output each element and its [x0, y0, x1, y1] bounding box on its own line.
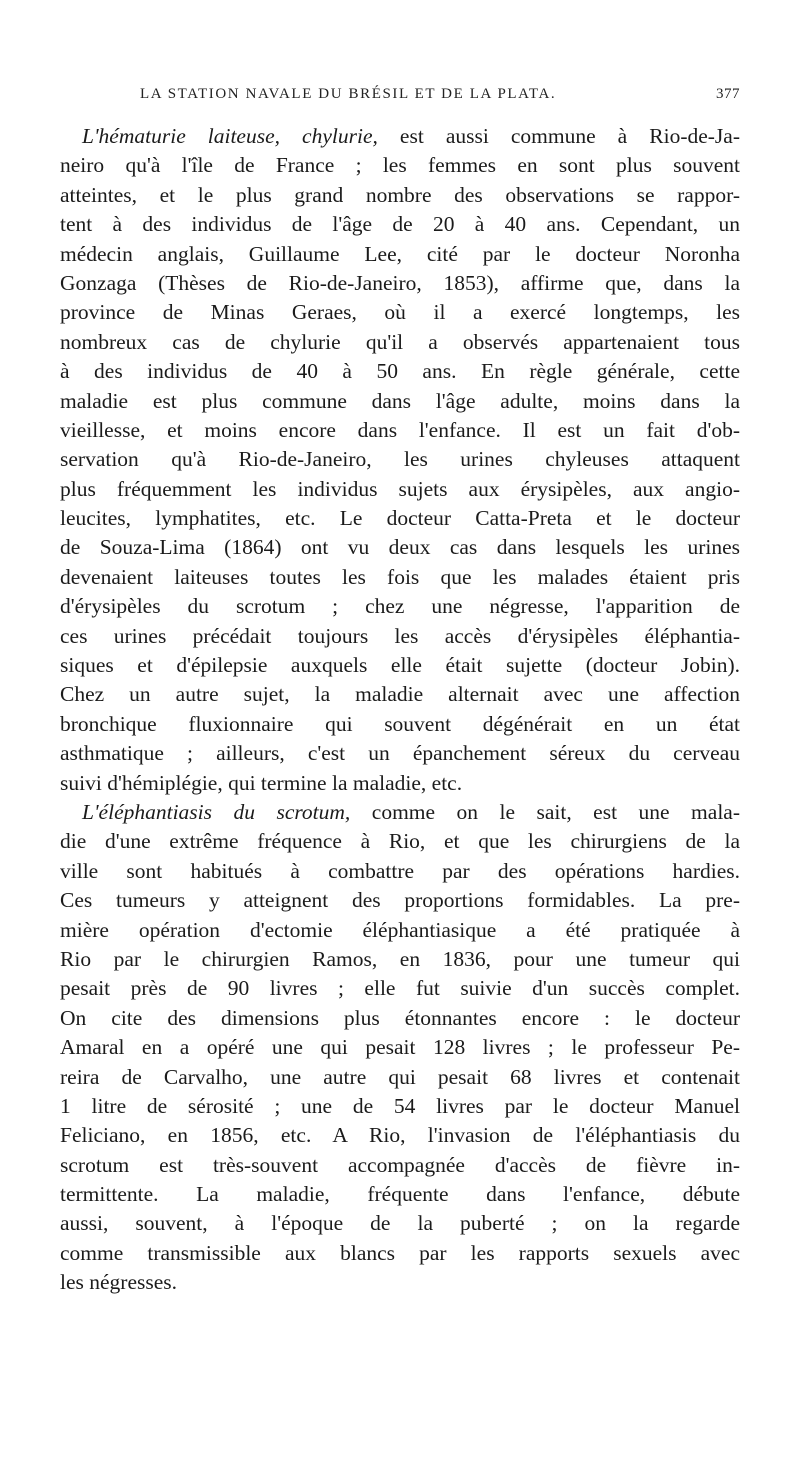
text-line: de Souza-Lima (1864) ont vu deux cas dans lesquels les urines [60, 535, 740, 560]
text-line: les négresses. [60, 1270, 178, 1295]
text-line: maladie est plus commune dans l'âge adulte, moins dans la [60, 388, 740, 413]
text-line: devenaient laiteuses toutes les fois que les malades étaient pris [60, 564, 740, 589]
text-line: Chez un autre sujet, la maladie alternait avec une affection [60, 682, 740, 707]
text-line: province de Minas Geraes, où il a exercé longtemps, les [60, 300, 740, 325]
text-line: reira de Carvalho, une autre qui pesait 68 livres et contenait [60, 1064, 740, 1089]
text-line: asthmatique ; ailleurs, c'est un épanchement séreux du cerveau [60, 741, 740, 766]
text-line: mière opération d'ectomie éléphantiasique a été pratiquée à [60, 917, 740, 942]
italic-term: L'hématurie laiteuse, chylurie, [82, 124, 378, 148]
running-head [140, 86, 740, 110]
text-line: suivi d'hémiplégie, qui termine la maladie, etc. [60, 770, 463, 795]
text-line: comme transmissible aux blancs par les rapports sexuels avec [60, 1240, 740, 1265]
text-line: plus fréquemment les individus sujets aux érysipèles, aux angio- [60, 476, 740, 501]
body-text [60, 122, 740, 1298]
text-line: scrotum est très-souvent accompagnée d'accès de fièvre in- [60, 1152, 740, 1177]
text-line: ville sont habitués à combattre par des opérations hardies. [60, 858, 740, 883]
text-line: nombreux cas de chylurie qu'il a observés appartenaient tous [60, 329, 740, 354]
text-line: leucites, lymphatites, etc. Le docteur Catta-Preta et le docteur [60, 506, 740, 531]
text-line: d'érysipèles du scrotum ; chez une négresse, l'apparition de [60, 594, 740, 619]
text-line: aussi, souvent, à l'époque de la puberté ; on la regarde [60, 1211, 740, 1236]
text-line: L'hématurie laiteuse, chylurie, est aussi commune à Rio-de-Ja- [82, 124, 741, 148]
text-line: siques et d'épilepsie auxquels elle était sujette (docteur Jobin). [60, 653, 740, 678]
text-line: die d'une extrême fréquence à Rio, et que les chirurgiens de la [60, 829, 740, 854]
text-line: vieillesse, et moins encore dans l'enfance. Il est un fait d'ob- [60, 417, 740, 442]
text-line: neiro qu'à l'île de France ; les femmes en sont plus souvent [60, 153, 740, 178]
text-line: On cite des dimensions plus étonnantes encore : le docteur [60, 1005, 740, 1030]
text-line: à des individus de 40 à 50 ans. En règle générale, cette [60, 359, 740, 384]
text-line: servation qu'à Rio-de-Janeiro, les urines chyleuses attaquent [60, 447, 740, 472]
text-line: termittente. La maladie, fréquente dans l'enfance, débute [60, 1182, 740, 1207]
text-line: 1 litre de sérosité ; une de 54 livres par le docteur Manuel [60, 1093, 740, 1118]
italic-term: L'éléphantiasis du scrotum, [82, 799, 351, 824]
text-line: atteintes, et le plus grand nombre des observations se rappor- [60, 182, 740, 207]
text-line: bronchique fluxionnaire qui souvent dégénérait en un état [60, 711, 740, 736]
text-line: médecin anglais, Guillaume Lee, cité par le docteur Noronha [60, 241, 740, 266]
text-line: Feliciano, en 1856, etc. A Rio, l'invasion de l'éléphantiasis du [60, 1123, 740, 1148]
text-line: Rio par le chirurgien Ramos, en 1836, pour une tumeur qui [60, 946, 740, 971]
text-line: Gonzaga (Thèses de Rio-de-Janeiro, 1853), affirme que, dans la [60, 270, 740, 295]
text-line: ces urines précédait toujours les accès d'érysipèles éléphantia- [60, 623, 740, 648]
text-line: L'éléphantiasis du scrotum, comme on le sait, est une mala- [82, 799, 740, 824]
page-number: 377 [716, 86, 740, 102]
text-line: Ces tumeurs y atteignent des proportions formidables. La pre- [60, 888, 740, 913]
running-title: LA STATION NAVALE DU BRÉSIL ET DE LA PLATA. [140, 86, 557, 102]
text-line: tent à des individus de l'âge de 20 à 40 ans. Cependant, un [60, 212, 740, 237]
text-line: Amaral en a opéré une qui pesait 128 livres ; le professeur Pe- [60, 1035, 740, 1060]
text-line: pesait près de 90 livres ; elle fut suivie d'un succès complet. [60, 976, 740, 1001]
